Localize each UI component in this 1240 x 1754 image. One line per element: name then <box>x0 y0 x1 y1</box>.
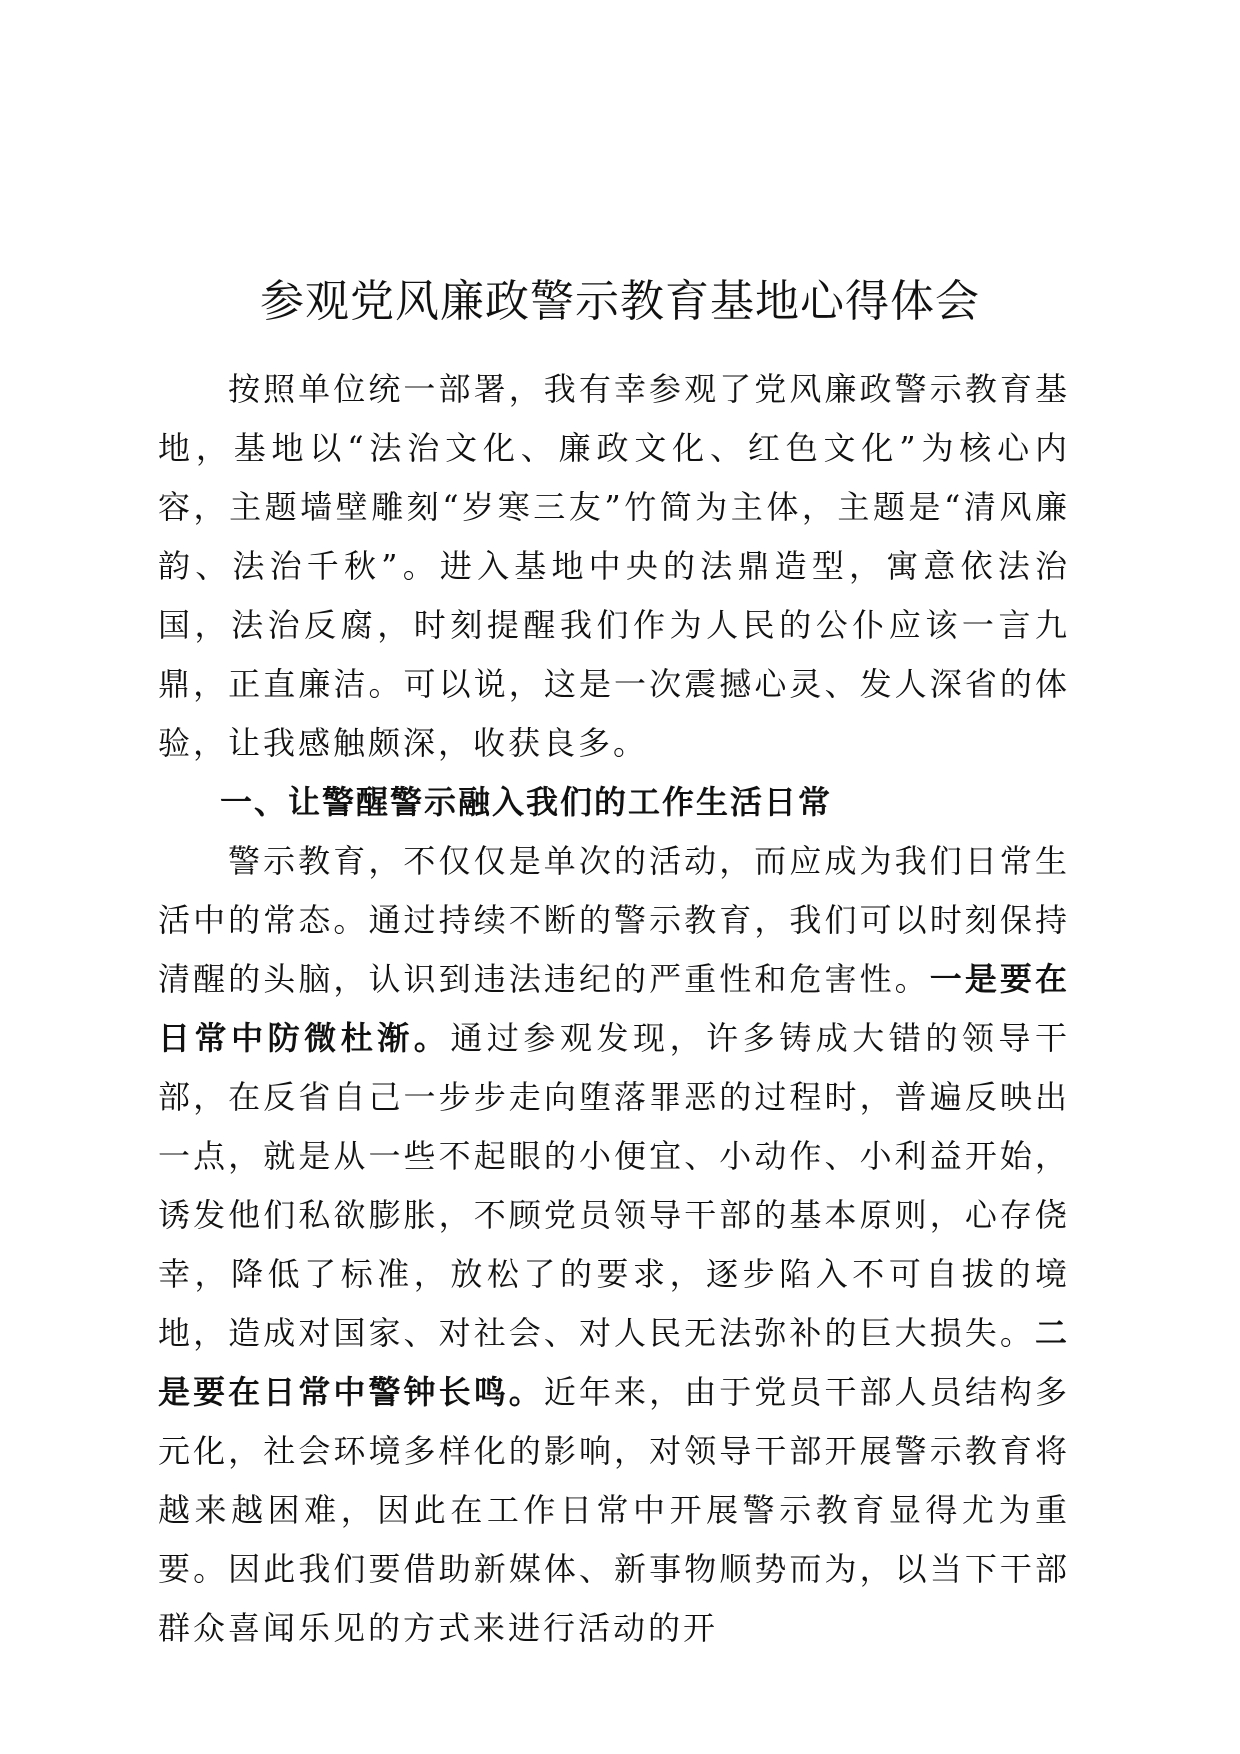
document-title: 参观党风廉政警示教育基地心得体会 <box>260 276 980 327</box>
intro-paragraph: 按照单位统一部署，我有幸参观了党风廉政警示教育基地，基地以“法治文化、廉政文化、红色文化”为核心内容，主题墙壁雕刻“岁寒三友”竹简为主体，主题是“清风廉韵、法治千秋”。进入基地中央的法鼎造型，寓意依法治国，法治反腐，时刻提醒我们作为人民的公仆应该一言九鼎，正直廉洁。可以说，这是一次震撼心灵、发人深省的体验，让我感触颇深，收获良多。 <box>158 370 1070 762</box>
paragraph-text-b: 通过参观发现，许多铸成大错的领导干部，在反省自己一步步走向堕落罪恶的过程时，普遍反映出一点，就是从一些不起眼的小便宜、小动作、小利益开始，诱发他们私欲膨胀，不顾党员领导干部的基本原则，心存侥幸，降低了标准，放松了的要求，逐步陷入不可自拔的境地，造成对国家、对社会、对人民无法弥补的巨大损失。 <box>158 1019 1070 1352</box>
bold-point-2: 二是要在日常中警钟长鸣。 <box>158 1314 1070 1411</box>
section-heading-1: 一、让警醒警示融入我们的工作生活日常 <box>220 783 833 821</box>
bold-point-1: 一是要在日常中防微杜渐。 <box>158 960 1070 1057</box>
document-body <box>158 360 1070 1658</box>
paragraph-text-a: 警示教育，不仅仅是单次的活动，而应成为我们日常生活中的常态。通过持续不断的警示教育，我们可以时刻保持清醒的头脑，认识到违法违纪的严重性和危害性。 <box>158 842 1070 998</box>
section-1-paragraph <box>158 832 1070 1658</box>
paragraph-text-c: 近年来，由于党员干部人员结构多元化，社会环境多样化的影响，对领导干部开展警示教育将越来越困难，因此在工作日常中开展警示教育显得尤为重要。因此我们要借助新媒体、新事物顺势而为，以当下干部群众喜闻乐见的方式来进行活动的开 <box>158 1373 1070 1647</box>
